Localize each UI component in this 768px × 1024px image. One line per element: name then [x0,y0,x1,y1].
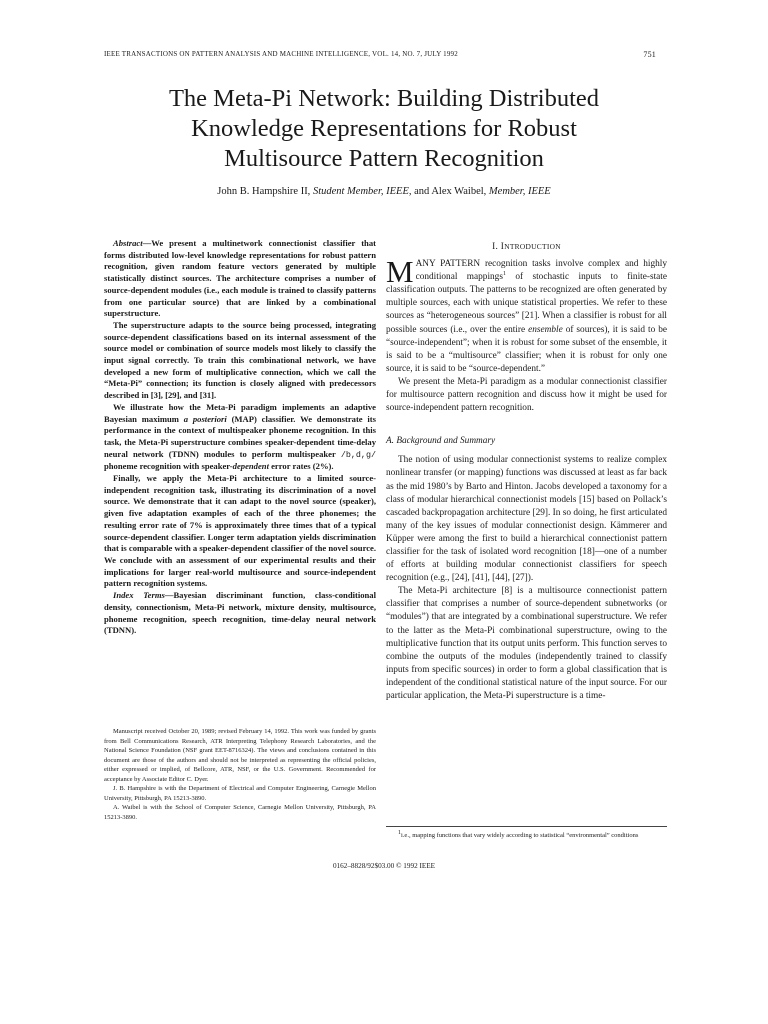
intro-text-1a: ANY PATTERN recognition tasks involve complex and highly conditional mappings [415,259,667,283]
footnote-left-1: Manuscript received October 20, 1989; revised February 14, 1992. This work was funded by grants from Bell Communications Research, ATR Interpreting Telephony Research Laboratories, and the National Science Foundation (NSF grant EET-8716324). The views and conclusions contained in this document are those of the authors and should not be interpreted as representing the official policies, either expressed or implied, of Bellcore, ATR, NSF, or the U.S. Government. Recommended for acceptance by Associate Editor C. Dyer. [104,728,376,783]
abstract-text-3f: error rates (2%). [271,461,334,472]
copyright-line: 0162–8828/92$03.00 © 1992 IEEE [332,862,436,870]
intro-paragraph-2: We present the Meta-Pi paradigm as a modular connectionist classifier for multisource pattern recognition and discuss how it might be used for source-independent pattern recognition. [386,376,667,414]
abstract-text-3a: We illustrate how the Meta-Pi paradigm implements an adaptive Bayesian maximum [104,401,376,424]
footnote-marker: 1 [502,271,506,278]
author-line [60,186,708,197]
abstract [104,238,376,637]
drop-cap: M [386,254,414,290]
author-1-name: John B. Hampshire II, [217,186,311,197]
paper-title [60,84,708,174]
page-number: 751 [643,50,656,59]
journal-header: IEEE TRANSACTIONS ON PATTERN ANALYSIS AND MACHINE INTELLIGENCE, VOL. 14, NO. 7, JULY 1992 [104,50,458,58]
footnote-left-3: A. Waibel is with the School of Computer Science, Carnegie Mellon University, Pittsburgh, PA 15213-3890. [104,804,376,821]
section-number: I. [492,242,499,252]
intro-text-ensemble: ensemble [528,324,563,335]
footnote-right-text [386,831,667,841]
abstract-text-1: We present a multinetwork connectionist classifier that forms distributed low-level knowledge representations for robust pattern recognition, given random feature vectors generated by multiple statistically distinct sources. The architecture comprises a number of source-dependent modules (i.e., each module is trained to classify patterns from one particular source) that are linked by a combinational superstructure. [104,238,376,319]
author-2-name: and Alex Waibel, [414,186,487,197]
abstract-paragraph-4: Finally, we apply the Meta-Pi architecture to a limited source-independent recognition task, illustrating its discrimination of a novel source. We demonstrate that it can adapt to the novel source (speaker), given five adaptation examples of each of the three phonemes; the resulting error rate of 7% is approximately three times that of a typical source-dependent classifier. Longer term adaptation yields discrimination that is comparable with a speaker-dependent classifier of the novel source. We conclude with an assessment of our experimental results and their implications for larger real-world multisource and source-independent pattern recognition systems. [104,473,376,589]
section-title-rest: NTRODUCTION [504,242,561,251]
index-terms-label: Index Terms [113,590,165,601]
abstract-text-3b: a posteriori [183,413,227,424]
footnote-right-marker: 1 [398,829,401,836]
left-column [104,238,376,637]
abstract-paragraph-3 [104,402,376,473]
index-terms [104,590,376,637]
background-paragraph-1: The notion of using modular connectionist systems to realize complex nonlinear transfer (or mapping) functions was discussed at least as far back as the mid 1980’s by Barto and Hinton. Jacobs developed a taxonomy for a class of modular hierarchical connectionist models [15] based on Pollack’s cascaded backpropagation architecture [29]. In so doing, he first articulated many of the key issues of modular connectionist design. Kämmerer and Küpper were among the first to build a hierarchical connectionist pattern classifier for the task of isolated word recognition [18]—one of a number of efforts at building modular connectionist classifiers for speech recognition (e.g., [24], [41], [44], [27]). [386,455,667,584]
footnote-manuscript [104,727,376,822]
abstract-text-3d: phoneme recognition with speaker- [104,461,233,472]
running-header [104,50,656,58]
intro-text-1c: of sources), it is said to be “source-independent”; when it is robust for some subset of the ensemble, it is said to be a “multisource” classifier; when it is robust for only one source, it is said to be “source-dependent.” [386,324,668,374]
title-line-3: Multisource Pattern Recognition [224,145,544,172]
footnote-right-body: i.e., mapping functions that vary widely according to statistical “environmental” conditions [401,832,639,839]
footnote-right [386,826,667,841]
abstract-text-3e: dependent [232,461,269,472]
phoneme-set: /b,d,g/ [340,449,376,460]
title-line-2: Knowledge Representations for Robust [191,115,577,142]
title-line-1: The Meta-Pi Network: Building Distributed [168,85,600,112]
right-column [386,240,667,703]
abstract-text-3c: (MAP) classifier. We demonstrate its performance in the context of multispeaker phoneme recognition. In this task, the Meta-Pi superstructure combines speaker-dependent time-delay neural network (TDNN) modules to perform multispeaker [104,413,376,459]
footnote-left-2: J. B. Hampshire is with the Department of Electrical and Computer Engineering, Carnegie Mellon University, Pittsburgh, PA 15213-3890. [104,785,376,802]
index-terms-text: —Bayesian discriminant function, class-conditional density, connectionism, Meta-Pi network, mixture density, multisource, phoneme recognition, speech recognition, time-delay neural network (TDNN). [104,590,376,636]
subsection-heading-background: A. Background and Summary [386,436,496,447]
author-2-role: Member, IEEE [488,186,551,197]
abstract-paragraph-2: The superstructure adapts to the source being processed, integrating source-dependent classifications based on its internal assessment of the source model or combination of source models most likely to classify the input signal correctly. To train this combinational network, we have developed a new form of multiplicative connection, which we call the “Meta-Pi” connection; its function is closely aligned with predecessors described in [3], [29], and [31]. [104,319,376,401]
abstract-label: Abstract— [113,238,152,248]
author-1-role: Student Member, IEEE, [312,186,412,197]
intro-text-1b: of stochastic inputs to finite-state classification outputs. The patterns to be recognized are often generated by multiple sources, each with unique statistical properties. We refer to these sources as “heterogeneous sources” [21]. When a classifier is robust for all possible sources (i.e., over the entire [386,272,667,335]
abstract-paragraph-1 [104,238,376,320]
intro-paragraph-1 [386,254,668,376]
section-cap: I [500,242,505,252]
section-heading-introduction [386,240,667,254]
background-paragraph-2: The Meta-Pi architecture [8] is a multisource connectionist pattern classifier that comprises a number of source-dependent subnetworks (or “modules”) that are integrated by a combinational superstructure. We refer to the latter as the Meta-Pi combinational superstructure, owing to the multiplicative function that its output units perform. This function serves to combine the outputs of the modules (independently trained to classify inputs from specific sources) in order to form a global classification that is independent of the conditional statistical nature of the input source. For our particular application, the Meta-Pi superstructure is a time- [386,586,667,701]
